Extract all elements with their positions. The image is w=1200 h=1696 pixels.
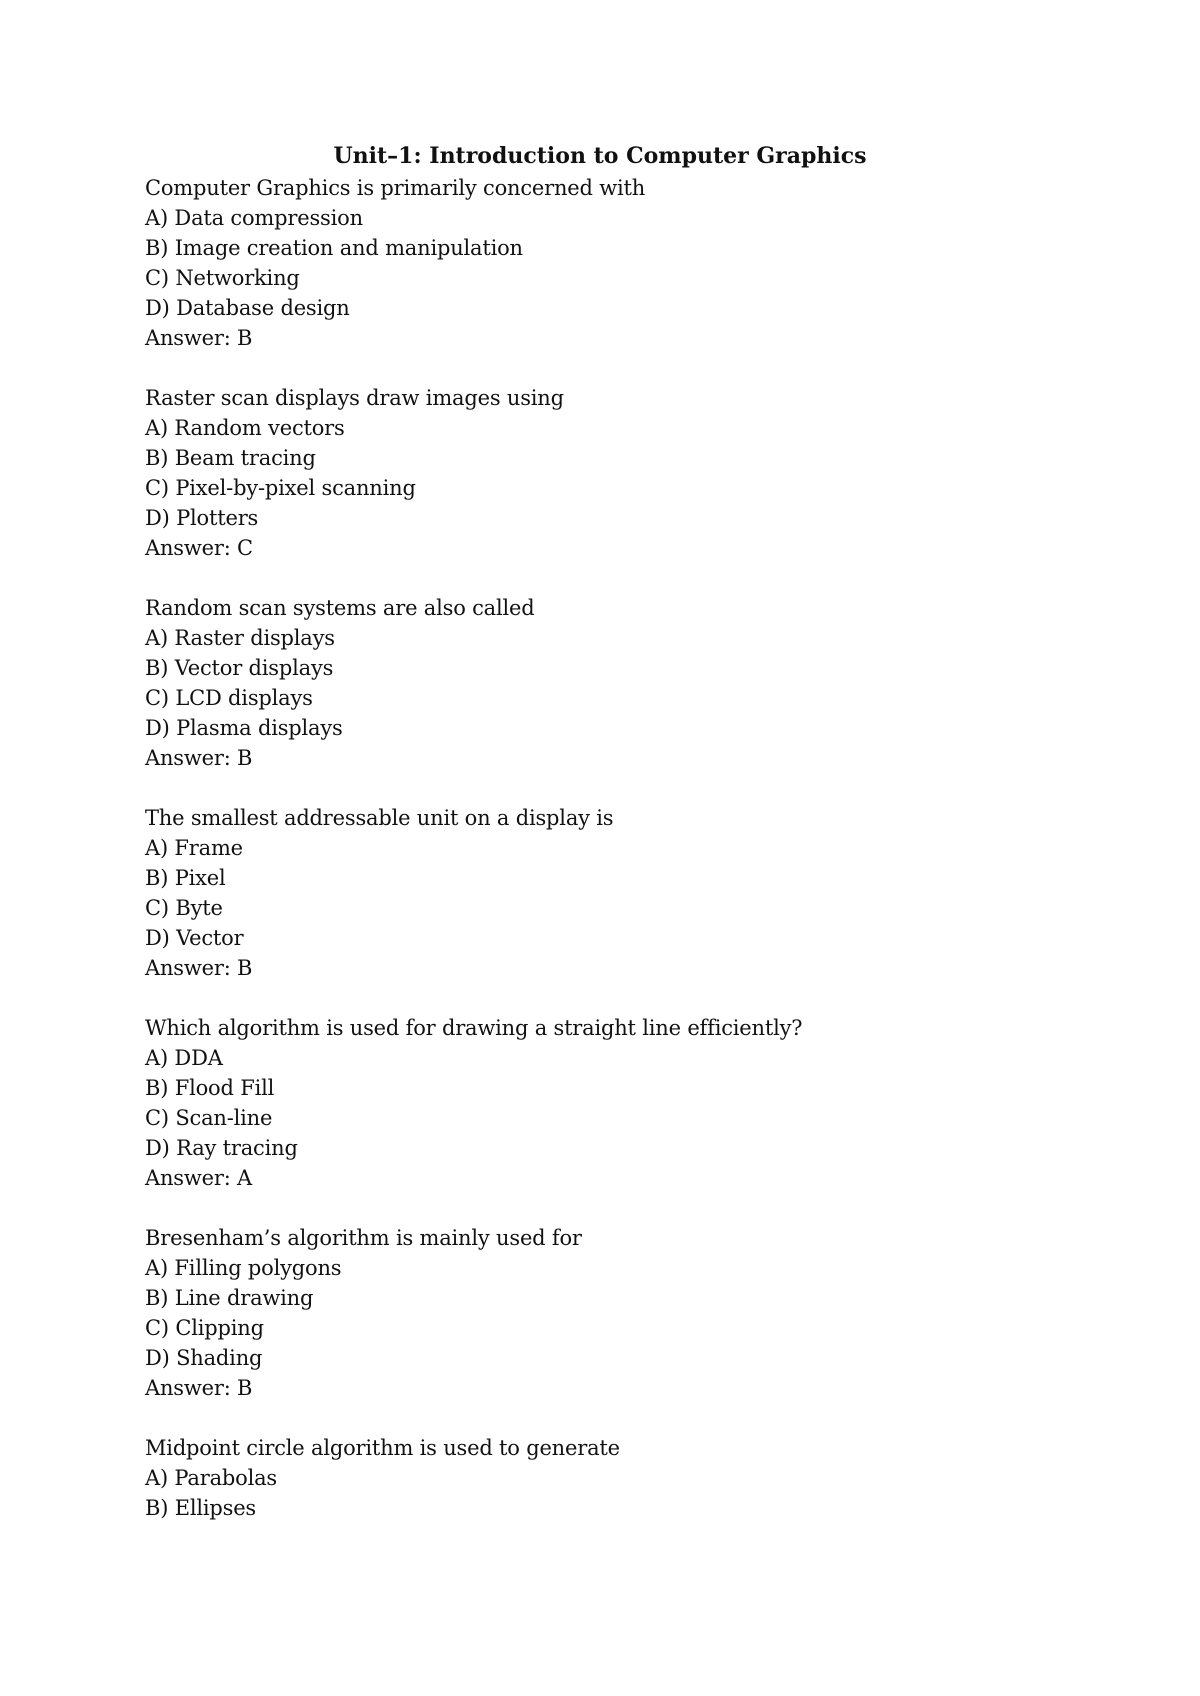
question-block bbox=[145, 1433, 1125, 1523]
question-text: Which algorithm is used for drawing a straight line efficiently? bbox=[145, 1016, 803, 1040]
option-d: D) Plotters bbox=[145, 506, 259, 530]
option-b: B) Pixel bbox=[145, 866, 226, 890]
question-text: Midpoint circle algorithm is used to generate bbox=[145, 1436, 620, 1460]
question-block bbox=[145, 173, 1125, 353]
option-b: B) Beam tracing bbox=[145, 446, 316, 470]
question-text: Bresenham’s algorithm is mainly used for bbox=[145, 1226, 582, 1250]
option-b: B) Image creation and manipulation bbox=[145, 236, 523, 260]
option-d: D) Shading bbox=[145, 1346, 263, 1370]
answer-text: Answer: B bbox=[145, 956, 253, 980]
option-b: B) Vector displays bbox=[145, 656, 334, 680]
question-text: Raster scan displays draw images using bbox=[145, 386, 564, 410]
question-list bbox=[145, 173, 1125, 1553]
option-a: A) Random vectors bbox=[145, 416, 345, 440]
answer-text: Answer: B bbox=[145, 746, 253, 770]
option-b: B) Ellipses bbox=[145, 1496, 257, 1520]
option-a: A) DDA bbox=[145, 1046, 223, 1070]
option-c: C) Byte bbox=[145, 896, 223, 920]
question-text: Random scan systems are also called bbox=[145, 596, 535, 620]
option-c: C) Scan-line bbox=[145, 1106, 273, 1130]
question-block bbox=[145, 803, 1125, 983]
page-title: Unit–1: Introduction to Computer Graphics bbox=[333, 143, 867, 169]
option-c: C) Networking bbox=[145, 266, 300, 290]
option-d: D) Ray tracing bbox=[145, 1136, 298, 1160]
option-a: A) Parabolas bbox=[145, 1466, 277, 1490]
option-d: D) Database design bbox=[145, 296, 350, 320]
option-a: A) Frame bbox=[145, 836, 243, 860]
question-block bbox=[145, 1223, 1125, 1403]
option-b: B) Flood Fill bbox=[145, 1076, 275, 1100]
option-b: B) Line drawing bbox=[145, 1286, 314, 1310]
option-c: C) LCD displays bbox=[145, 686, 313, 710]
option-a: A) Raster displays bbox=[145, 626, 335, 650]
option-a: A) Filling polygons bbox=[145, 1256, 342, 1280]
answer-text: Answer: A bbox=[145, 1166, 253, 1190]
question-block bbox=[145, 383, 1125, 563]
question-text: The smallest addressable unit on a display is bbox=[145, 806, 614, 830]
option-d: D) Vector bbox=[145, 926, 244, 950]
question-text: Computer Graphics is primarily concerned with bbox=[145, 176, 646, 200]
option-a: A) Data compression bbox=[145, 206, 363, 230]
question-block bbox=[145, 593, 1125, 773]
option-d: D) Plasma displays bbox=[145, 716, 343, 740]
question-block bbox=[145, 1013, 1125, 1193]
option-c: C) Pixel-by-pixel scanning bbox=[145, 476, 416, 500]
option-c: C) Clipping bbox=[145, 1316, 264, 1340]
answer-text: Answer: C bbox=[145, 536, 253, 560]
answer-text: Answer: B bbox=[145, 1376, 253, 1400]
answer-text: Answer: B bbox=[145, 326, 253, 350]
